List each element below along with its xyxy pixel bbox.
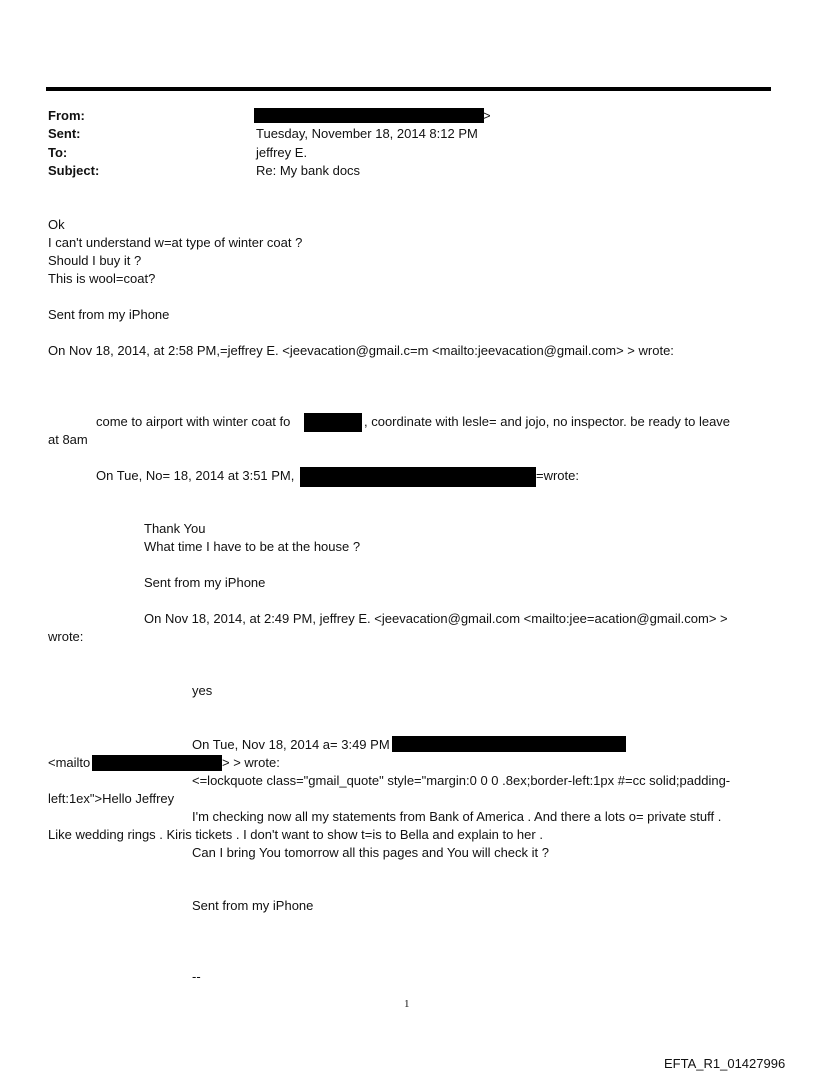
body-line: -- bbox=[192, 969, 201, 984]
to-value: jeffrey E. bbox=[256, 145, 308, 160]
body-line: This is wool=coat? bbox=[48, 271, 156, 286]
body-line: Can I bring You tomorrow all this pages and You will check it ? bbox=[192, 845, 549, 860]
quote-header: wrote: bbox=[48, 629, 84, 644]
body-line: yes bbox=[192, 683, 213, 698]
signature-line: Sent from my iPhone bbox=[192, 898, 314, 913]
body-line: What time I have to be at the house ? bbox=[144, 539, 361, 554]
body-line: I can't understand w=at type of winter coat ? bbox=[48, 235, 303, 250]
from-value-tail: > bbox=[483, 108, 491, 123]
body-line: Thank You bbox=[144, 521, 206, 536]
redaction-name bbox=[304, 413, 362, 432]
quote-header: On Nov 18, 2014, at 2:49 PM, jeffrey E. <jeevacation@gmail.com <mailto:jee=acation@gmail.com> > bbox=[144, 611, 728, 626]
body-line: left:1ex">Hello Jeffrey bbox=[48, 791, 175, 806]
body-line: Should I buy it ? bbox=[48, 253, 142, 268]
signature-line: Sent from my iPhone bbox=[48, 307, 170, 322]
sent-label: Sent: bbox=[48, 126, 81, 141]
subject-label: Subject: bbox=[48, 163, 100, 178]
to-label: To: bbox=[48, 145, 68, 160]
body-line: at 8am bbox=[48, 432, 88, 447]
body-line: Ok bbox=[48, 217, 65, 232]
body-line: <=lockquote class="gmail_quote" style="margin:0 0 0 .8ex;border-left:1px #=cc solid;padding- bbox=[192, 773, 731, 788]
quote-header: On Tue, No= 18, 2014 at 3:51 PM, bbox=[96, 468, 295, 483]
body-line: I'm checking now all my statements from Bank of America . And there a lots o= private stuff . bbox=[192, 809, 722, 824]
redaction-sender bbox=[300, 467, 536, 487]
redaction-email bbox=[92, 755, 222, 771]
quote-header: > > wrote: bbox=[222, 755, 280, 770]
redaction-from bbox=[254, 108, 484, 123]
body-line: Like wedding rings . Kiris tickets . I don't want to show t=is to Bella and explain to her . bbox=[48, 827, 543, 842]
subject-value: Re: My bank docs bbox=[256, 163, 361, 178]
quote-header: On Nov 18, 2014, at 2:58 PM,=jeffrey E. <jeevacation@gmail.c=m <mailto:jeevacation@gmail.com> > wrote: bbox=[48, 343, 674, 358]
quote-header: On Tue, Nov 18, 2014 a= 3:49 PM bbox=[192, 737, 390, 752]
quote-header: <mailto bbox=[48, 755, 91, 770]
sent-value: Tuesday, November 18, 2014 8:12 PM bbox=[256, 126, 478, 141]
body-line: , coordinate with lesle= and jojo, no inspector. be ready to leave bbox=[364, 414, 731, 429]
from-label: From: bbox=[48, 108, 85, 123]
page-number: 1 bbox=[404, 998, 410, 1010]
header-rule bbox=[46, 87, 771, 91]
redaction-sender bbox=[392, 736, 626, 752]
document-id: EFTA_R1_01427996 bbox=[664, 1056, 786, 1071]
body-line: come to airport with winter coat fo bbox=[96, 414, 291, 429]
quote-header: =wrote: bbox=[536, 468, 579, 483]
signature-line: Sent from my iPhone bbox=[144, 575, 266, 590]
